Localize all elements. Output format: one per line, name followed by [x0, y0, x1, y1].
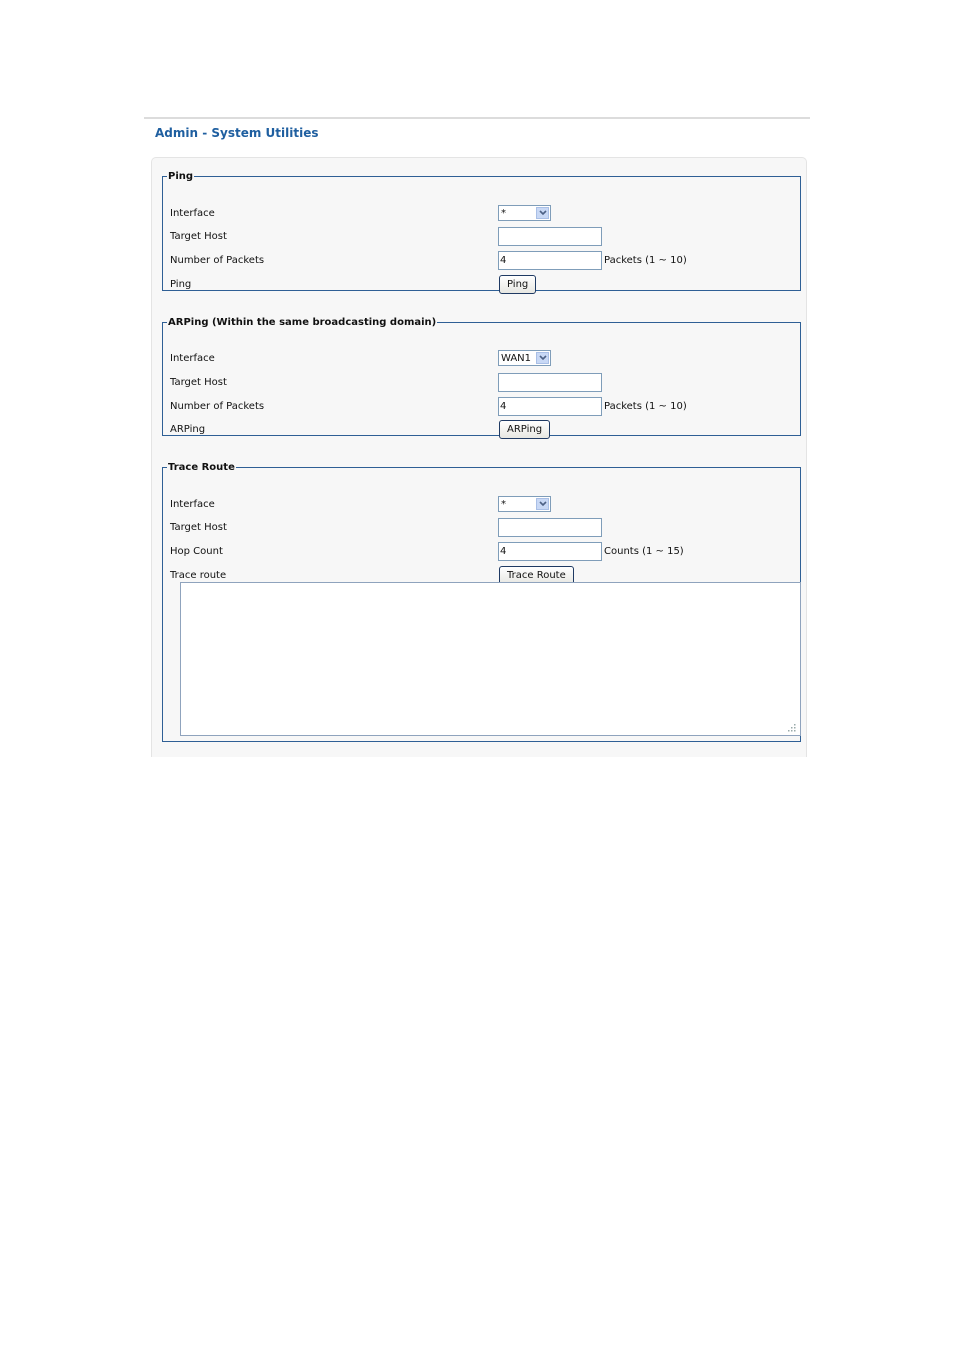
arping-action-label: ARPing: [170, 424, 206, 435]
ping-interface-value: *: [501, 208, 506, 219]
ping-button[interactable]: Ping: [499, 275, 536, 294]
chevron-down-icon[interactable]: [536, 207, 549, 219]
ping-target-row: [163, 227, 800, 247]
traceroute-target-label: Target Host: [170, 522, 227, 533]
ping-packets-unit: Packets (1 ~ 10): [604, 255, 687, 266]
ping-interface-select[interactable]: [498, 205, 551, 221]
ping-packets-row: [163, 251, 800, 271]
arping-packets-row: [163, 397, 800, 417]
traceroute-interface-select[interactable]: [498, 496, 551, 512]
traceroute-button[interactable]: Trace Route: [499, 566, 574, 585]
arping-target-input[interactable]: [498, 373, 602, 392]
arping-interface-select[interactable]: [498, 350, 551, 366]
arping-button[interactable]: ARPing: [499, 420, 550, 439]
traceroute-fieldset: [162, 462, 801, 742]
arping-packets-input[interactable]: [498, 397, 602, 416]
ping-interface-row: [163, 204, 800, 224]
ping-packets-input[interactable]: [498, 251, 602, 270]
ping-fieldset: [162, 171, 801, 291]
ping-target-label: Target Host: [170, 231, 227, 242]
arping-action-row: [163, 420, 800, 440]
utilities-panel: [151, 157, 807, 757]
ping-action-label: Ping: [170, 279, 192, 290]
arping-legend: ARPing (Within the same broadcasting domain): [168, 317, 437, 328]
arping-interface-row: [163, 349, 800, 369]
arping-interface-value: WAN1: [501, 353, 532, 364]
ping-interface-label: Interface: [170, 208, 215, 219]
traceroute-interface-value: *: [501, 499, 506, 510]
traceroute-hop-unit: Counts (1 ~ 15): [604, 546, 684, 557]
resize-grip-icon[interactable]: [787, 723, 796, 732]
arping-interface-label: Interface: [170, 353, 215, 364]
traceroute-hop-row: [163, 542, 800, 562]
traceroute-legend: Trace Route: [168, 462, 235, 473]
arping-packets-label: Number of Packets: [170, 401, 265, 412]
ping-action-row: [163, 275, 800, 295]
traceroute-output[interactable]: [180, 582, 801, 736]
arping-packets-unit: Packets (1 ~ 10): [604, 401, 687, 412]
traceroute-action-label: Trace route: [170, 570, 227, 581]
chevron-down-icon[interactable]: [536, 498, 549, 510]
chevron-down-icon[interactable]: [536, 352, 549, 364]
page-title: Admin - System Utilities: [155, 126, 319, 140]
ping-target-input[interactable]: [498, 227, 602, 246]
arping-target-row: [163, 373, 800, 393]
traceroute-interface-label: Interface: [170, 499, 215, 510]
traceroute-interface-row: [163, 495, 800, 515]
traceroute-target-row: [163, 518, 800, 538]
arping-fieldset: [162, 317, 801, 436]
ping-packets-label: Number of Packets: [170, 255, 265, 266]
ping-legend: Ping: [168, 171, 194, 182]
traceroute-target-input[interactable]: [498, 518, 602, 537]
header-divider: [144, 117, 810, 119]
traceroute-hop-input[interactable]: [498, 542, 602, 561]
traceroute-hop-label: Hop Count: [170, 546, 223, 557]
arping-target-label: Target Host: [170, 377, 227, 388]
